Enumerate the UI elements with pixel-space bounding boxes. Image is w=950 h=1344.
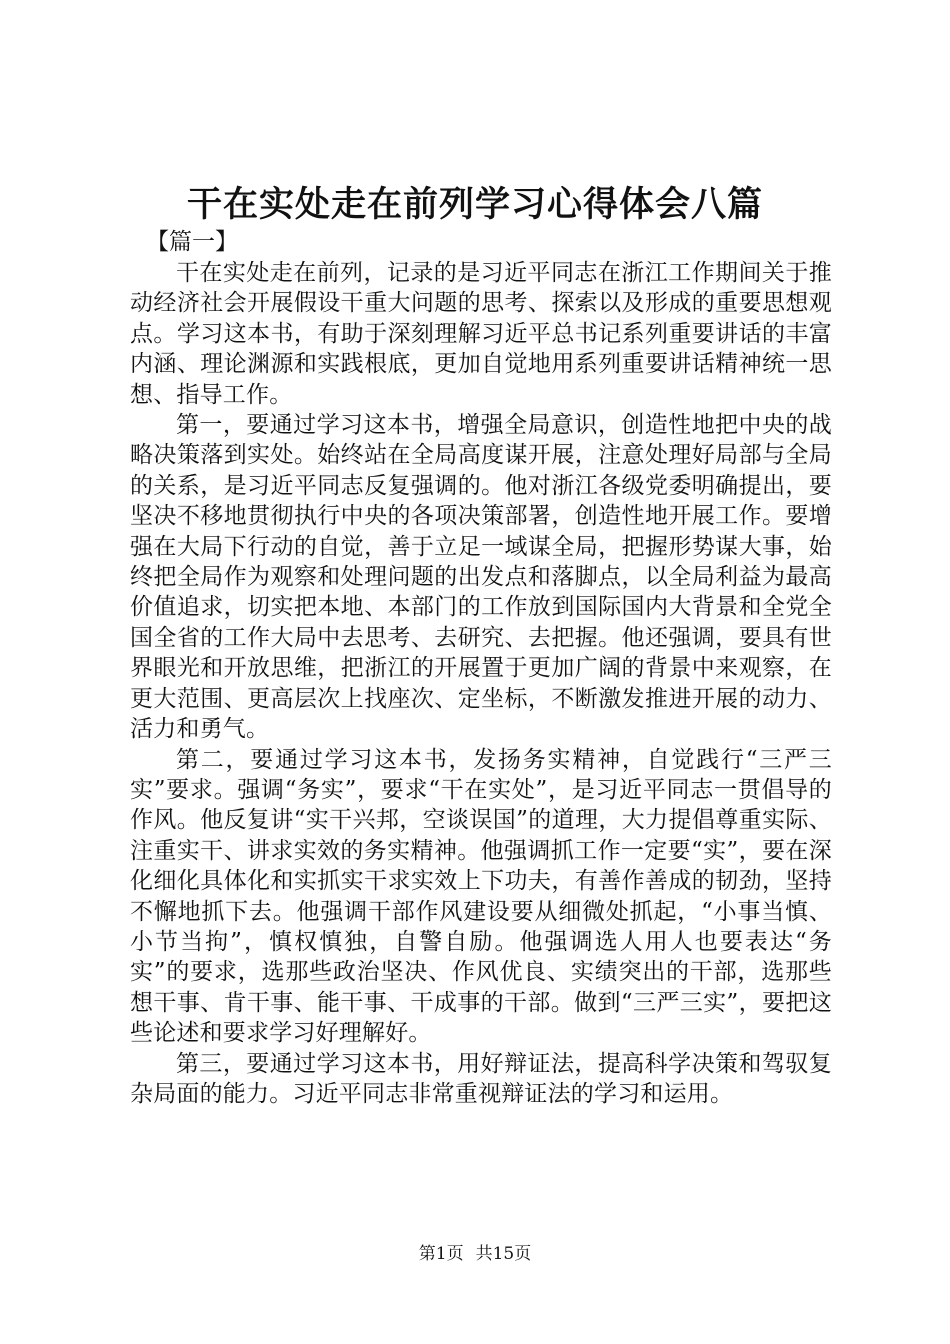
paragraph-third: 第三，要通过学习这本书，用好辩证法，提高科学决策和驾驭复杂局面的能力。习近平同志非常重视辩证法的学习和运用。 (130, 1050, 832, 1107)
page-footer (0, 1242, 950, 1266)
document-body (130, 226, 832, 1109)
paragraph-first: 第一，要通过学习这本书，增强全局意识，创造性地把中央的战略决策落到实处。始终站在全局高度谋开展，注意处理好局部与全局的关系，是习近平同志反复强调的。他对浙江各级党委明确提出，要坚决不移地贯彻执行中央的各项决策部署，创造性地开展工作。要增强在大局下行动的自觉，善于立足一域谋全局，把握形势谋大事，始终把全局作为观察和处理问题的出发点和落脚点，以全局利益为最高价值追求，切实把本地、本部门的工作放到国际国内大背景和全党全国全省的工作大局中去思考、去研究、去把握。他还强调，要具有世界眼光和开放思维，把浙江的开展置于更加广阔的背景中来观察，在更大范围、更高层次上找座次、定坐标，不断激发推进开展的动力、活力和勇气。 (130, 412, 832, 743)
page-number: 第1页 (418, 1244, 464, 1264)
page-total: 共15页 (475, 1244, 532, 1264)
paragraph-second: 第二，要通过学习这本书，发扬务实精神，自觉践行“三严三实”要求。强调“务实”，要求“干在实处”，是习近平同志一贯倡导的作风。他反复讲“实干兴邦，空谈误国”的道理，大力提倡尊重实际、注重实干、讲求实效的务实精神。他强调抓工作一定要“实”，要在深化细化具体化和实抓实干求实效上下功夫，有善作善成的韧劲，坚持不懈地抓下去。他强调干部作风建设要从细微处抓起，“小事当慎、小节当拘”，慎权慎独，自警自励。他强调选人用人也要表达“务实”的要求，选那些政治坚决、作风优良、实绩突出的干部，选那些想干事、肯干事、能干事、干成事的干部。做到“三严三实”，要把这些论述和要求学习好理解好。 (130, 746, 832, 1047)
paragraph-intro: 干在实处走在前列，记录的是习近平同志在浙江工作期间关于推动经济社会开展假设干重大问题的思考、探索以及形成的重要思想观点。学习这本书，有助于深刻理解习近平总书记系列重要讲话的丰富内涵、理论渊源和实践根底，更加自觉地用系列重要讲话精神统一思想、指导工作。 (130, 260, 832, 408)
document-title: 干在实处走在前列学习心得体会八篇 (186, 184, 763, 225)
section-label: 【篇一】 (146, 229, 238, 255)
